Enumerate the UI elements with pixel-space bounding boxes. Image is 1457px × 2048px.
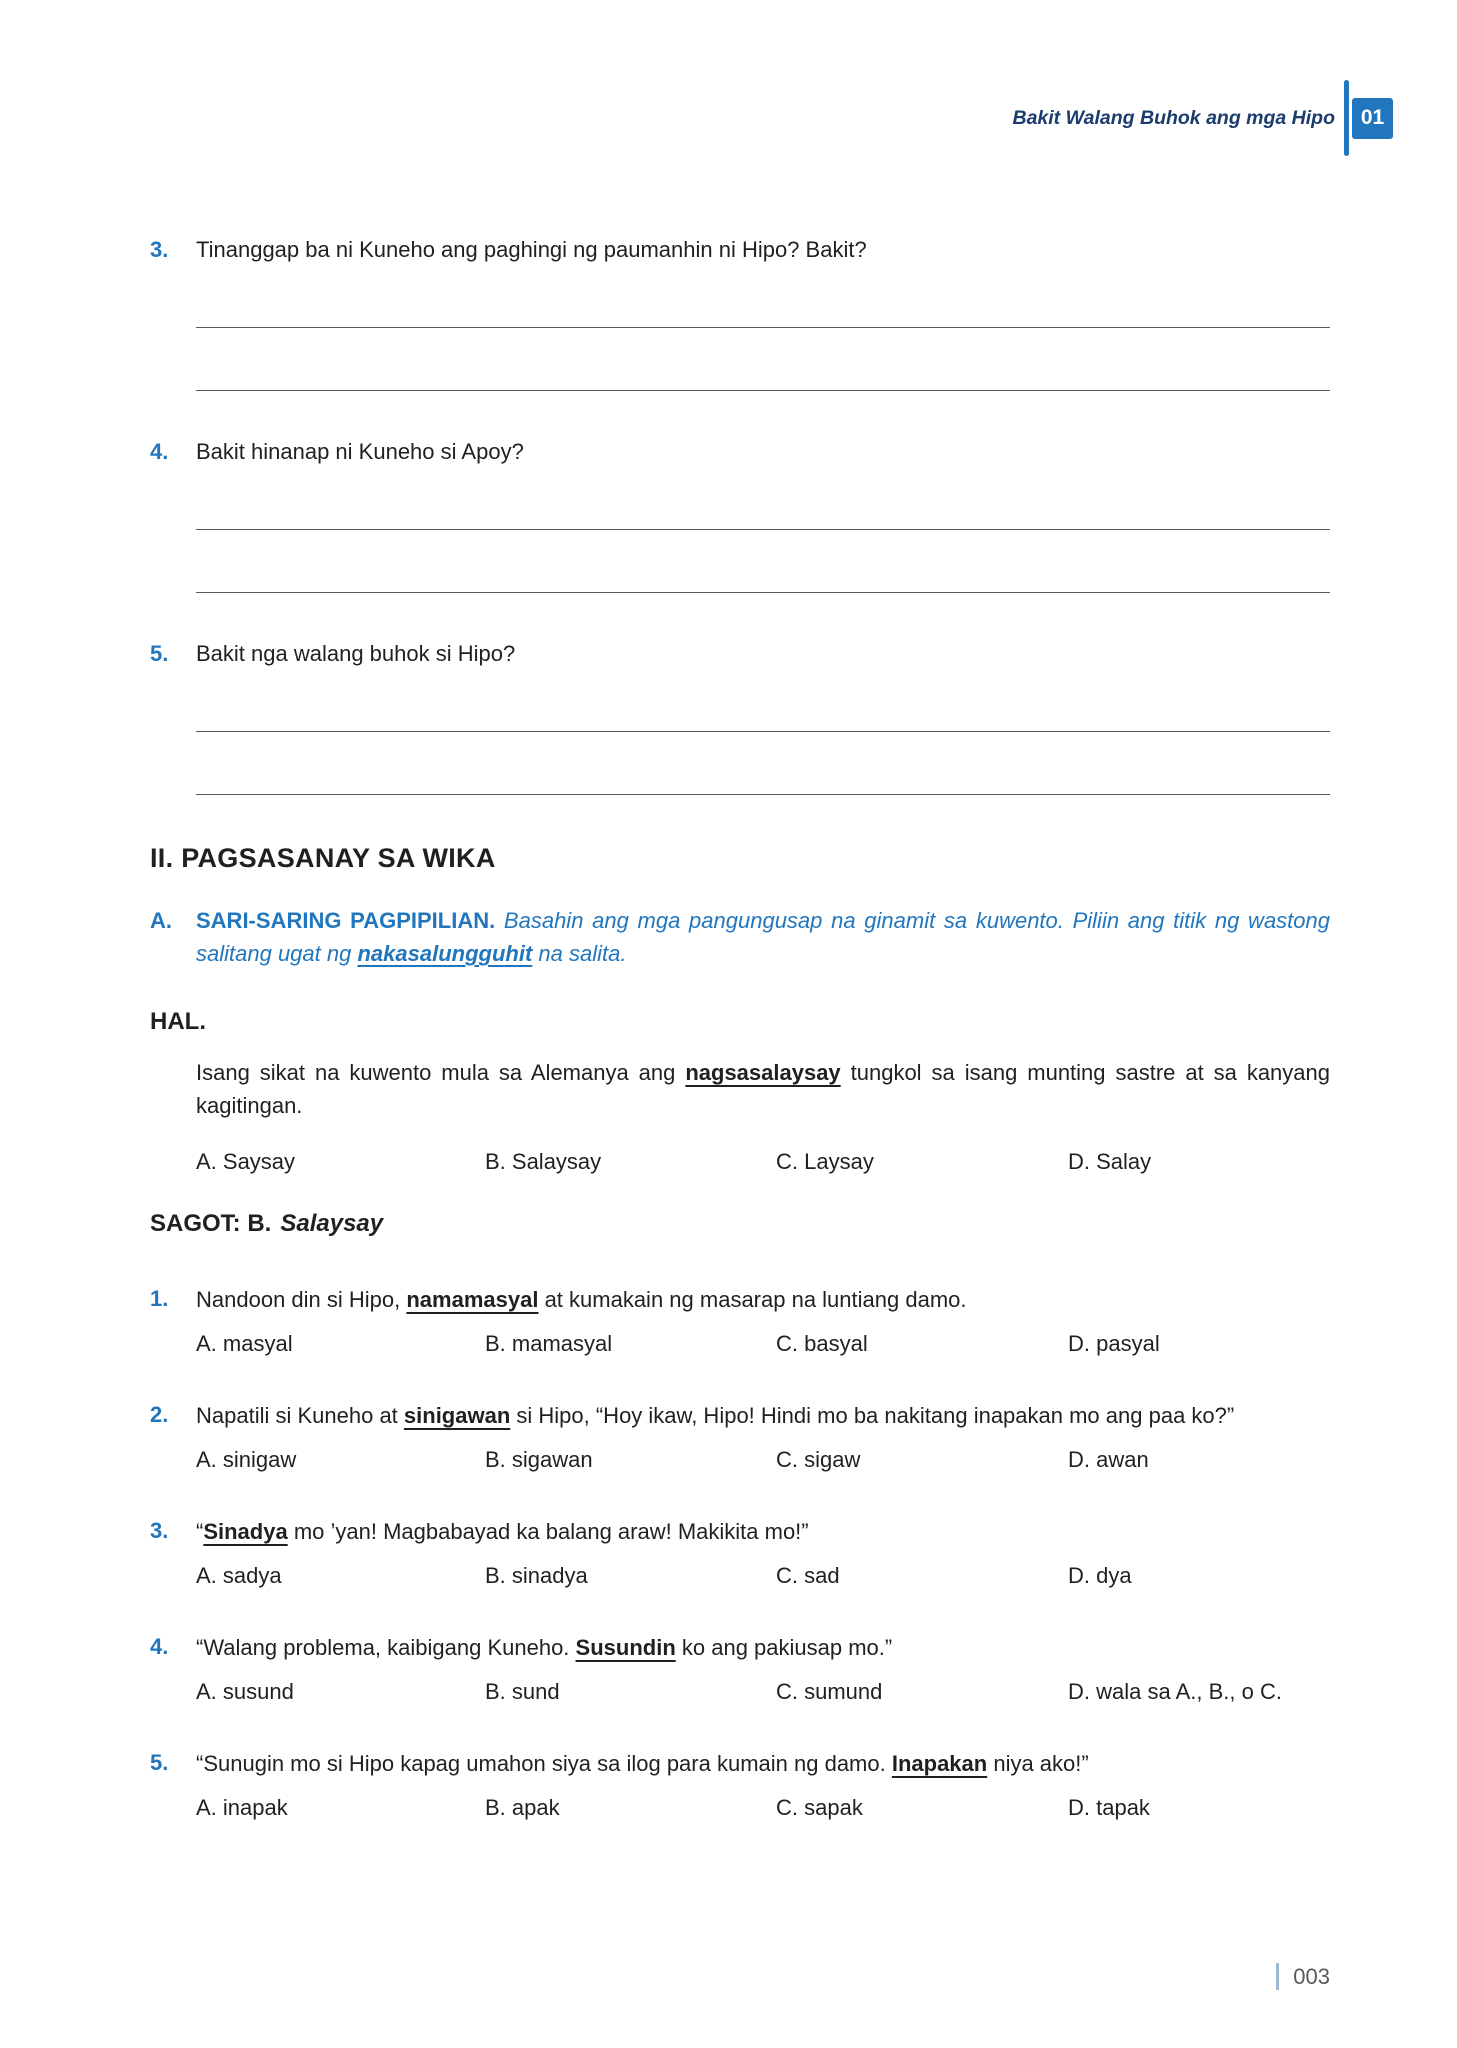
choices-row [196, 1678, 1330, 1706]
answer-blank-line [196, 529, 1330, 530]
exercise-list [150, 1284, 1330, 1822]
answer-blank-line [196, 731, 1330, 732]
exercise-sentence [196, 1516, 1330, 1548]
sentence-after: niya ako!” [987, 1751, 1089, 1776]
chapter-number: 01 [1352, 98, 1393, 139]
chapter-badge-bracket [1344, 80, 1349, 156]
part-title: SARI-SARING PAGPIPILIAN. [196, 908, 496, 933]
exercise-number: 3. [150, 1518, 169, 1543]
choice-c: C. sad [776, 1563, 840, 1588]
underlined-word: Susundin [575, 1635, 676, 1660]
exercise-number: 2. [150, 1402, 169, 1427]
answer-blank-line [196, 390, 1330, 391]
question-text: Bakit nga walang buhok si Hipo? [196, 641, 516, 666]
exercise-sentence [196, 1748, 1330, 1780]
choice-b: B. mamasyal [485, 1331, 613, 1356]
sentence-before: “Sunugin mo si Hipo kapag umahon siya sa ilog para kumain ng damo. [196, 1751, 892, 1776]
example-label: HAL. [150, 1008, 206, 1035]
sentence-after: at kumakain ng masarap na luntiang damo. [538, 1287, 967, 1312]
page-number: 003 [1293, 1963, 1330, 1989]
underlined-word: namamasyal [406, 1287, 539, 1312]
example-choices-row [196, 1148, 1330, 1176]
chapter-badge [1344, 80, 1393, 156]
choice-a: A. susund [196, 1679, 294, 1704]
underlined-word: sinigawan [403, 1403, 511, 1428]
choice-a: A. Saysay [196, 1149, 296, 1174]
underlined-term: nakasalungguhit [357, 941, 533, 966]
part-instructions-text [196, 904, 1330, 970]
choices-row [196, 1794, 1330, 1822]
choice-b: B. sund [485, 1679, 560, 1704]
question-number: 3. [150, 237, 169, 262]
choice-a: A. sinigaw [196, 1447, 297, 1472]
sentence-after: si Hipo, “Hoy ikaw, Hipo! Hindi mo ba nakitang inapakan mo ang paa ko?” [510, 1403, 1235, 1428]
choice-a: A. sadya [196, 1563, 282, 1588]
underlined-word: Inapakan [891, 1751, 988, 1776]
question-text: Tinanggap ba ni Kuneho ang paghingi ng paumanhin ni Hipo? Bakit? [196, 237, 867, 262]
sentence-before: “ [196, 1519, 204, 1544]
choice-c: C. sigaw [776, 1447, 861, 1472]
exercise-number: 4. [150, 1634, 169, 1659]
open-question-3 [150, 235, 1330, 391]
exercise-item-4 [150, 1632, 1330, 1706]
exercise-sentence [196, 1284, 1330, 1316]
example-sentence [196, 1056, 1330, 1122]
choice-d: D. wala sa A., B., o C. [1068, 1679, 1282, 1704]
choice-b: B. Salaysay [485, 1149, 602, 1174]
answer-key [150, 1210, 1330, 1238]
question-number: 4. [150, 439, 169, 464]
exercise-number: 5. [150, 1750, 169, 1775]
sentence-before: “Walang problema, kaibigang Kuneho. [196, 1635, 576, 1660]
example-before: Isang sikat na kuwento mula sa Alemanya ang [196, 1060, 686, 1085]
choice-b: B. sinadya [485, 1563, 588, 1588]
choice-a: A. masyal [196, 1331, 293, 1356]
book-chapter-title: Bakit Walang Buhok ang mga Hipo [1012, 106, 1335, 129]
choices-row [196, 1562, 1330, 1590]
sentence-before: Nandoon din si Hipo, [196, 1287, 407, 1312]
exercise-item-1 [150, 1284, 1330, 1358]
underlined-word: Sinadya [203, 1519, 288, 1544]
question-number: 5. [150, 641, 169, 666]
choice-d: D. Salay [1068, 1149, 1152, 1174]
exercise-sentence [196, 1632, 1330, 1664]
footer-divider-bar [1276, 1963, 1279, 1990]
example-after: tungkol sa isang munting sastre at sa kanyang kagitingan. [196, 1060, 1330, 1118]
instructions-after: na salita. [532, 941, 627, 966]
underlined-word: nagsasalaysay [685, 1060, 841, 1085]
choice-d: D. pasyal [1068, 1331, 1160, 1356]
answer-blank-line [196, 794, 1330, 795]
answer-blank-line [196, 327, 1330, 328]
page-footer [1276, 1963, 1330, 1990]
instructions-before: Basahin ang mga pangungusap na ginamit sa kuwento. Piliin ang titik ng wastong salitang ugat ng [196, 908, 1331, 966]
exercise-item-3 [150, 1516, 1330, 1590]
choices-row [196, 1330, 1330, 1358]
choice-c: C. sapak [776, 1795, 863, 1820]
choice-c: C. Laysay [776, 1149, 874, 1174]
answer-key-label: SAGOT: B. [150, 1210, 272, 1237]
sentence-after: ko ang pakiusap mo.” [675, 1635, 893, 1660]
open-question-5 [150, 639, 1330, 795]
answer-blank-line [196, 592, 1330, 593]
page-content [150, 0, 1330, 1864]
choice-d: D. dya [1068, 1563, 1132, 1588]
question-text: Bakit hinanap ni Kuneho si Apoy? [196, 439, 524, 464]
section-heading: II. PAGSASANAY SA WIKA [150, 843, 496, 873]
choice-c: C. basyal [776, 1331, 868, 1356]
choice-b: B. sigawan [485, 1447, 593, 1472]
sentence-before: Napatili si Kuneho at [196, 1403, 404, 1428]
part-letter: A. [150, 908, 172, 933]
choice-b: B. apak [485, 1795, 560, 1820]
exercise-item-5 [150, 1748, 1330, 1822]
choice-a: A. inapak [196, 1795, 288, 1820]
sentence-after: mo ’yan! Magbabayad ka balang araw! Makikita mo!” [287, 1519, 809, 1544]
answer-key-word: Salaysay [280, 1210, 384, 1237]
choice-d: D. tapak [1068, 1795, 1150, 1820]
choice-d: D. awan [1068, 1447, 1149, 1472]
exercise-sentence [196, 1400, 1330, 1432]
exercise-item-2 [150, 1400, 1330, 1474]
part-a-instructions [150, 904, 1330, 970]
exercise-number: 1. [150, 1286, 169, 1311]
choices-row [196, 1446, 1330, 1474]
open-question-4 [150, 437, 1330, 593]
choice-c: C. sumund [776, 1679, 883, 1704]
